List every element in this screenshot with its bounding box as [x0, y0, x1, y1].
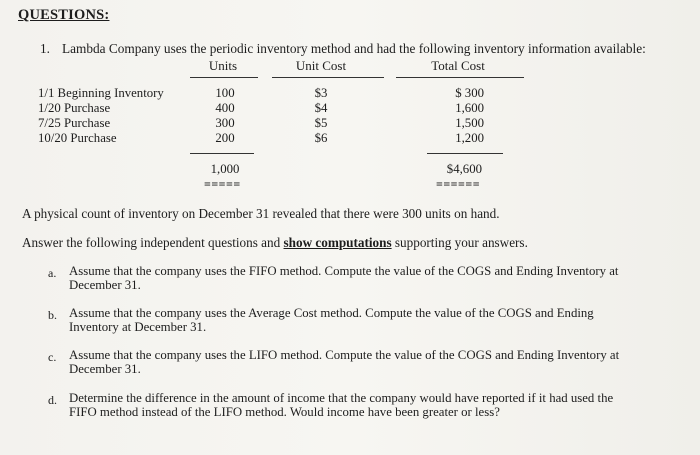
row-label: 1/20 Purchase [38, 101, 111, 115]
instructions-emphasis: show computations [283, 235, 392, 250]
subquestion-text: Assume that the company uses the LIFO method. Compute the value of the COGS and Ending Inventory at December 31. [69, 348, 620, 376]
instructions-before: Answer the following independent questions and [22, 235, 284, 250]
instructions-after: supporting your answers. [391, 235, 528, 250]
row-label: 7/25 Purchase [38, 116, 111, 130]
header-unit-cost: Unit Cost [295, 58, 347, 73]
question-number: 1. [40, 41, 50, 56]
subquestion-letter: d. [48, 393, 57, 407]
row-total: $ 300 [455, 86, 484, 100]
row-unit-cost: $4 [314, 101, 328, 115]
row-units: 300 [215, 116, 235, 130]
row-units: 200 [215, 131, 235, 145]
subquestion-letter: c. [48, 350, 57, 364]
row-units: 400 [215, 101, 235, 115]
question-1 [40, 41, 646, 57]
subquestion-letter: b. [48, 308, 57, 322]
sum-rule-units [190, 153, 254, 154]
physical-count-text: A physical count of inventory on December 31 revealed that there were 300 units on hand. [22, 206, 500, 221]
row-total: 1,600 [455, 101, 484, 115]
double-rule-units: ===== [204, 177, 241, 191]
question-text: Lambda Company uses the periodic inventory method and had the following inventory information available: [62, 41, 646, 56]
double-rule-total: ====== [436, 177, 481, 191]
row-total: 1,200 [455, 131, 484, 145]
row-total: 1,500 [455, 116, 484, 130]
row-unit-cost: $6 [314, 131, 328, 145]
row-units: 100 [215, 86, 235, 100]
header-rule-unit-cost [272, 77, 384, 78]
subquestion-text: Assume that the company uses the Average Cost method. Compute the value of the COGS and Ending Inventory at December 31. [69, 306, 594, 334]
header-rule-total-cost [396, 77, 524, 78]
header-rule-units [190, 77, 258, 78]
sum-rule-total [427, 153, 503, 154]
total-cost: $4,600 [446, 162, 482, 176]
subquestion-text: Determine the difference in the amount of income that the company would have reported if it had used the FIFO method instead of the LIFO method. Would income have been greater or less? [69, 391, 614, 419]
row-label: 1/1 Beginning Inventory [38, 86, 164, 100]
instructions-text [22, 235, 528, 251]
subquestion-letter: a. [48, 266, 57, 280]
row-unit-cost: $5 [314, 116, 328, 130]
row-unit-cost: $3 [314, 86, 328, 100]
header-total-cost: Total Cost [431, 58, 485, 73]
row-label: 10/20 Purchase [38, 131, 117, 145]
total-units: 1,000 [210, 162, 240, 176]
page-heading: QUESTIONS: [18, 7, 110, 23]
header-units: Units [208, 58, 238, 73]
subquestion-text: Assume that the company uses the FIFO method. Compute the value of the COGS and Ending Inventory at December 31. [69, 264, 619, 292]
